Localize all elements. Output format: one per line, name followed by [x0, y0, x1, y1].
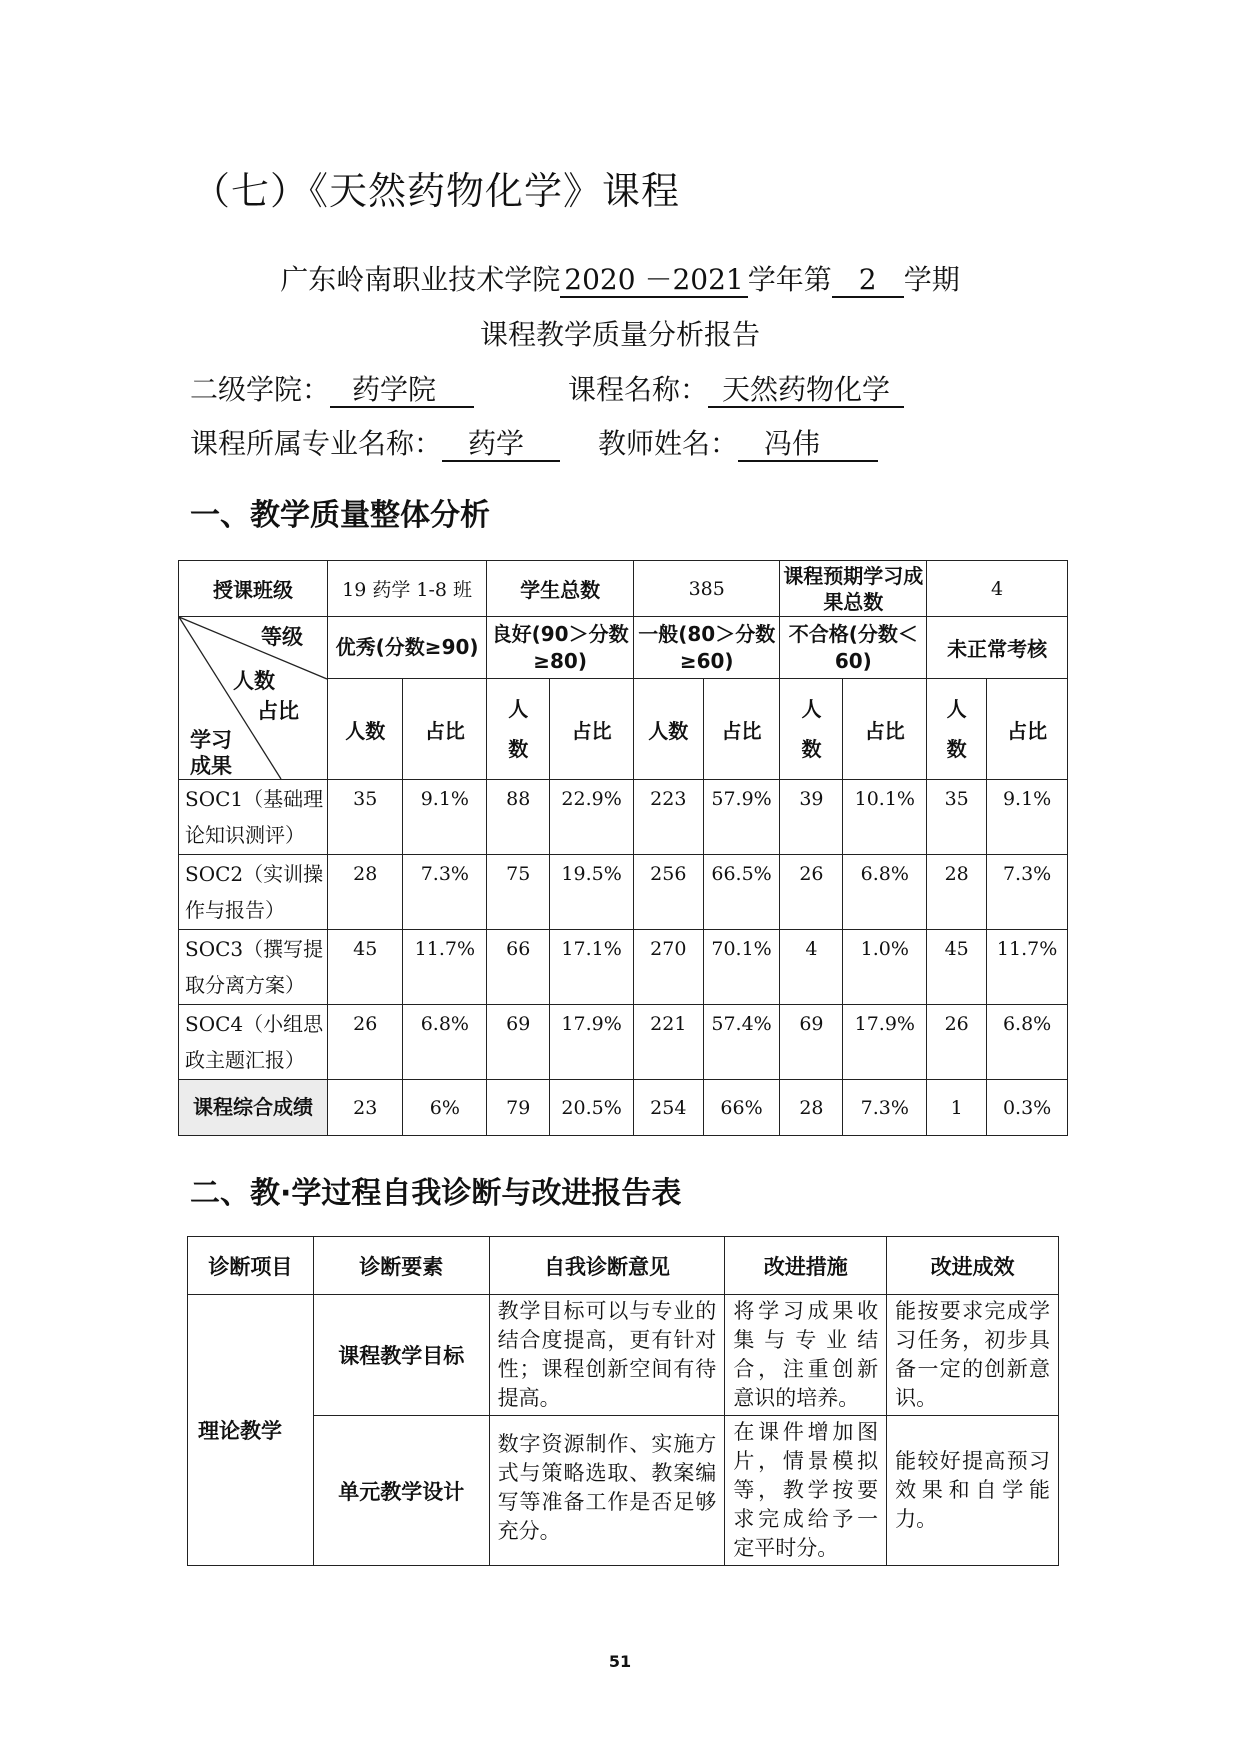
table-cell: 17.9% — [843, 1005, 927, 1080]
diagnosis-element: 课程教学目标 — [313, 1295, 489, 1416]
table-cell: 26 — [328, 1005, 403, 1080]
year-range: 2020 －2021 — [560, 265, 747, 298]
sub-ratio-3: 占比 — [703, 679, 780, 780]
table-cell: 6.8% — [403, 1005, 487, 1080]
outcome-name: SOC2（实训操作与报告） — [179, 855, 328, 930]
table-cell: 17.1% — [550, 930, 634, 1005]
diag-outcome-label: 学习成果 — [190, 728, 232, 778]
table-row — [179, 1005, 1068, 1080]
sub-ratio-1: 占比 — [403, 679, 487, 780]
table-cell: 6% — [403, 1080, 487, 1136]
sub-count-5: 人数 — [927, 679, 987, 780]
table-cell: 35 — [328, 780, 403, 855]
college-value: 药学院 — [330, 375, 474, 408]
table-row — [188, 1295, 1059, 1416]
table-cell: 0.3% — [987, 1080, 1068, 1136]
table-cell: 66.5% — [703, 855, 780, 930]
quality-analysis-table — [178, 560, 1068, 1136]
report-title: 课程教学质量分析报告 — [479, 318, 760, 351]
major-value: 药学 — [442, 429, 560, 462]
table-cell: 9.1% — [987, 780, 1068, 855]
diagonal-header-cell — [179, 617, 328, 780]
table-cell: 19.5% — [550, 855, 634, 930]
diagnosis-element: 单元教学设计 — [313, 1416, 489, 1566]
table-cell: 7.3% — [843, 1080, 927, 1136]
table-cell: 223 — [633, 780, 703, 855]
header-opinion: 自我诊断意见 — [489, 1237, 725, 1295]
diag-count-label: 人数 — [233, 669, 275, 693]
table-cell: 28 — [328, 855, 403, 930]
major-info — [190, 422, 560, 462]
sub-count-4: 人数 — [780, 679, 843, 780]
teacher-value: 冯伟 — [738, 429, 878, 462]
class-value: 19 药学 1-8 班 — [328, 561, 487, 617]
grade-good: 良好(90＞分数≥80) — [487, 617, 634, 679]
college-label: 二级学院： — [190, 373, 331, 406]
table-cell: 45 — [927, 930, 987, 1005]
students-label: 学生总数 — [487, 561, 634, 617]
diagnosis-effect: 能较好提高预习效果和自学能力。 — [887, 1416, 1059, 1566]
students-value: 385 — [633, 561, 779, 617]
table-cell: 9.1% — [403, 780, 487, 855]
diagnosis-measure: 将学习成果收集与专业结合，注重创新意识的培养。 — [725, 1295, 887, 1416]
table-cell: 1.0% — [843, 930, 927, 1005]
table-cell: 70.1% — [703, 930, 780, 1005]
table-cell: 26 — [780, 855, 843, 930]
outcome-name: SOC3（撰写提取分离方案） — [179, 930, 328, 1005]
table-cell: 75 — [487, 855, 550, 930]
table-cell: 66% — [703, 1080, 780, 1136]
table-row — [179, 780, 1068, 855]
total-row — [179, 1080, 1068, 1136]
course-value: 天然药物化学 — [708, 375, 904, 408]
teacher-info — [598, 422, 878, 462]
table-cell: 11.7% — [403, 930, 487, 1005]
table-cell: 45 — [328, 930, 403, 1005]
header-element: 诊断要素 — [313, 1237, 489, 1295]
table-cell: 7.3% — [987, 855, 1068, 930]
table-cell: 79 — [487, 1080, 550, 1136]
diagnosis-opinion: 数字资源制作、实施方式与策略选取、教案编写等准备工作是否足够充分。 — [489, 1416, 725, 1566]
diagnosis-effect: 能按要求完成学习任务，初步具备一定的创新意识。 — [887, 1295, 1059, 1416]
table-cell: 35 — [927, 780, 987, 855]
table-row — [188, 1416, 1059, 1566]
table-cell: 57.4% — [703, 1005, 780, 1080]
grade-pass: 一般(80＞分数≥60) — [633, 617, 779, 679]
table-cell: 17.9% — [550, 1005, 634, 1080]
total-label: 课程综合成绩 — [179, 1080, 328, 1136]
table-cell: 69 — [780, 1005, 843, 1080]
table-cell: 69 — [487, 1005, 550, 1080]
table-cell: 6.8% — [987, 1005, 1068, 1080]
term-number: 2 — [832, 265, 904, 298]
table-cell: 7.3% — [403, 855, 487, 930]
diagnosis-opinion: 教学目标可以与专业的结合度提高，更有针对性；课程创新空间有待提高。 — [489, 1295, 725, 1416]
table-cell: 28 — [780, 1080, 843, 1136]
header-item: 诊断项目 — [188, 1237, 314, 1295]
section2-heading: 二、教·学过程自我诊断与改进报告表 — [190, 1176, 682, 1211]
course-info — [568, 368, 904, 408]
diagnosis-table — [187, 1236, 1059, 1566]
class-label: 授课班级 — [179, 561, 328, 617]
table-cell: 256 — [633, 855, 703, 930]
teacher-label: 教师姓名： — [598, 427, 739, 460]
table-cell: 10.1% — [843, 780, 927, 855]
table-cell: 23 — [328, 1080, 403, 1136]
page-number: 51 — [608, 1652, 632, 1671]
college-info — [190, 368, 474, 408]
header-effect: 改进成效 — [887, 1237, 1059, 1295]
table-cell: 28 — [927, 855, 987, 930]
table-cell: 88 — [487, 780, 550, 855]
outcomes-value: 4 — [927, 561, 1068, 617]
section-title: （七）《天然药物化学》课程 — [192, 169, 681, 213]
table-cell: 11.7% — [987, 930, 1068, 1005]
table-cell: 26 — [927, 1005, 987, 1080]
diag-ratio-label: 占比 — [257, 699, 299, 723]
school-name: 广东岭南职业技术学院 — [280, 263, 561, 296]
course-label: 课程名称： — [568, 373, 709, 406]
diag-grade-label: 等级 — [261, 625, 303, 649]
outcome-name: SOC1（基础理论知识测评） — [179, 780, 328, 855]
outcome-name: SOC4（小组思政主题汇报） — [179, 1005, 328, 1080]
sub-count-2: 人数 — [487, 679, 550, 780]
header-measure: 改进措施 — [725, 1237, 887, 1295]
diagnosis-item: 理论教学 — [188, 1295, 314, 1566]
grade-excellent: 优秀(分数≥90) — [328, 617, 487, 679]
table-cell: 66 — [487, 930, 550, 1005]
sub-count-1: 人数 — [328, 679, 403, 780]
table-cell: 6.8% — [843, 855, 927, 930]
sub-ratio-4: 占比 — [843, 679, 927, 780]
table-cell: 57.9% — [703, 780, 780, 855]
table-row — [179, 930, 1068, 1005]
table-cell: 20.5% — [550, 1080, 634, 1136]
report-header-line — [0, 258, 1240, 298]
section1-heading: 一、教学质量整体分析 — [190, 498, 490, 533]
table-cell: 4 — [780, 930, 843, 1005]
table-cell: 1 — [927, 1080, 987, 1136]
sub-ratio-2: 占比 — [550, 679, 634, 780]
table-cell: 39 — [780, 780, 843, 855]
sub-ratio-5: 占比 — [987, 679, 1068, 780]
major-label: 课程所属专业名称： — [190, 427, 443, 460]
term-suffix: 学期 — [903, 263, 960, 296]
table-cell: 22.9% — [550, 780, 634, 855]
grade-absent: 未正常考核 — [927, 617, 1068, 679]
grade-fail: 不合格(分数＜60) — [780, 617, 927, 679]
year-suffix: 学年第 — [747, 263, 832, 296]
table-row — [179, 855, 1068, 930]
sub-count-3: 人数 — [633, 679, 703, 780]
table-cell: 270 — [633, 930, 703, 1005]
table-cell: 254 — [633, 1080, 703, 1136]
table-cell: 221 — [633, 1005, 703, 1080]
diagnosis-measure: 在课件增加图片，情景模拟等，教学按要求完成给予一定平时分。 — [725, 1416, 887, 1566]
outcomes-label: 课程预期学习成果总数 — [780, 561, 927, 617]
